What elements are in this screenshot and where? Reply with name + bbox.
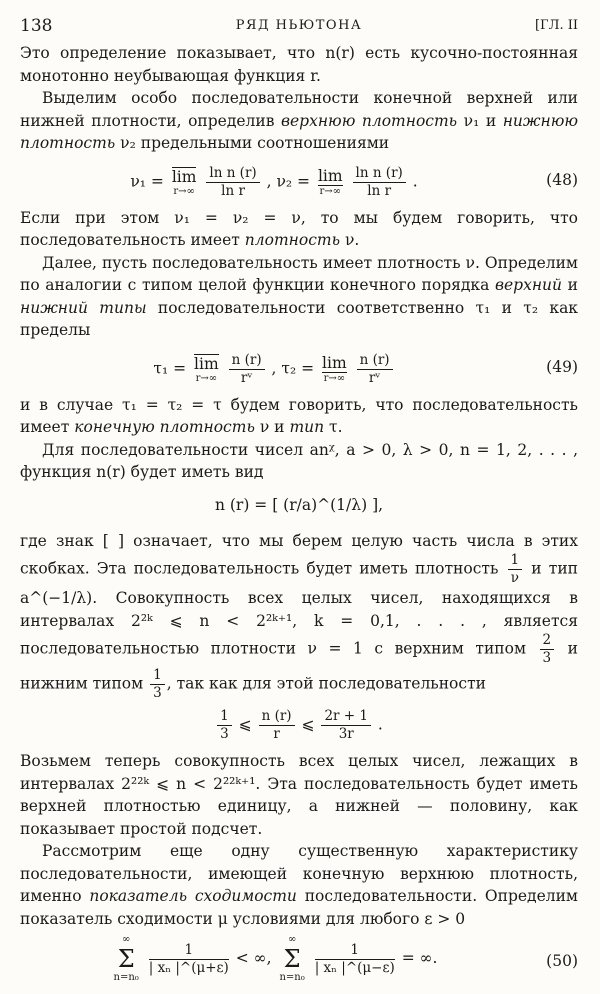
paragraph-1: Это определение показывает, что n(r) есть кусочно-постоянная монотонно неубывающая функция r. bbox=[20, 44, 578, 85]
running-header bbox=[20, 12, 578, 42]
paragraph-6: Для последовательности чисел anᵡ, a > 0, λ > 0, n = 1, 2, . . . , функция n(r) будет иметь вид bbox=[20, 440, 578, 481]
equation-number-50: (50) bbox=[546, 952, 578, 970]
chapter-label: [ГЛ. II bbox=[534, 18, 578, 33]
page-number: 138 bbox=[20, 16, 53, 36]
paragraph-7: где знак [ ] означает, что мы берем целую часть числа в этих скобках. Эта последовательность будет иметь плотность $\frac{1}{\nu}$ и тип a^(−1/λ). Совокупность всех целых чисел, находящихся в интервалах 2²ᵏ ⩽ n < 2²ᵏ⁺¹, k = 0,1, . . . , является последовательностью плотности ν = 1 с верхним типом $\frac{2}{3}$ и нижним типом $\frac{1}{3}$ , так как для этой последовательности bbox=[20, 531, 578, 701]
running-title: РЯД НЬЮТОНА bbox=[235, 18, 363, 33]
equation-49: τ₁ = lim r→∞ $\frac{n (r)}{\text{rᵛ}}$ , τ₂ = lim r→∞ $\frac{n (r)}{\text{rᵛ}}$ (49) bbox=[153, 351, 578, 386]
paragraph-3: Если при этом ν₁ = ν₂ = ν, то мы будем говорить, что последовательность имеет плотность ν. bbox=[20, 208, 578, 249]
equation-number-48: (48) bbox=[546, 170, 578, 189]
paragraph-4: Далее, пусть последовательность имеет плотность ν. Определим по аналогии с типом целой функции конечного порядка верхний и нижний типы последовательности соответственно τ₁ и τ₂ как пределы bbox=[20, 253, 578, 339]
paragraph-8: Возьмем теперь совокупность всех целых чисел, лежащих в интервалах 2²²ᵏ ⩽ n < 2²²ᵏ⁺¹. Эта последовательность будет иметь верхней плотностью единицу, а нижней — половину, как показывает простой подсчет. bbox=[20, 752, 578, 838]
equation-48: ν₁ = lim r→∞ $\frac{\text{ln n (r)}}{\text{ln r}}$ , ν₂ = lim r→∞ $\frac{\text{ln n (r)}}{\text{ln r}}$ . (48) bbox=[130, 164, 578, 199]
paragraph-5: и в случае τ₁ = τ₂ = τ будем говорить, что последовательность имеет конечную плотность ν и тип τ. bbox=[20, 395, 578, 436]
page bbox=[20, 12, 578, 994]
inequality: $\frac{1}{3}$ ⩽ $\frac{n (r)}{r}$ ⩽ $\frac{2r + 1}{3r}$ . bbox=[20, 702, 578, 750]
equation-n-of-r: n (r) = [ (r/a)^(1/λ) ], bbox=[214, 495, 384, 514]
equation-number-49: (49) bbox=[546, 357, 578, 376]
equation-50: ∞ Σ n=n₀ $\frac{1}{\text{| xₙ |\textasciicircum{}(μ+ε)}}$ < ∞, ∞ Σ n=n₀ $\frac{1}{\text{| xₙ |\textasciicircum{}(μ−ε)}}$ = ∞. (50) bbox=[113, 934, 578, 983]
paragraph-9: Рассмотрим еще одну существенную характеристику последовательности, имеющей конечную верхнюю плотность, именно показатель сходимости последовательности. Определим показатель сходимости μ условиями для любого ε > 0 bbox=[20, 842, 578, 928]
paragraph-2: Выделим особо последовательности конечной верхней или нижней плотности, определив верхнюю плотность ν₁ и нижнюю плотность ν₂ предельными соотношениями bbox=[20, 89, 579, 152]
